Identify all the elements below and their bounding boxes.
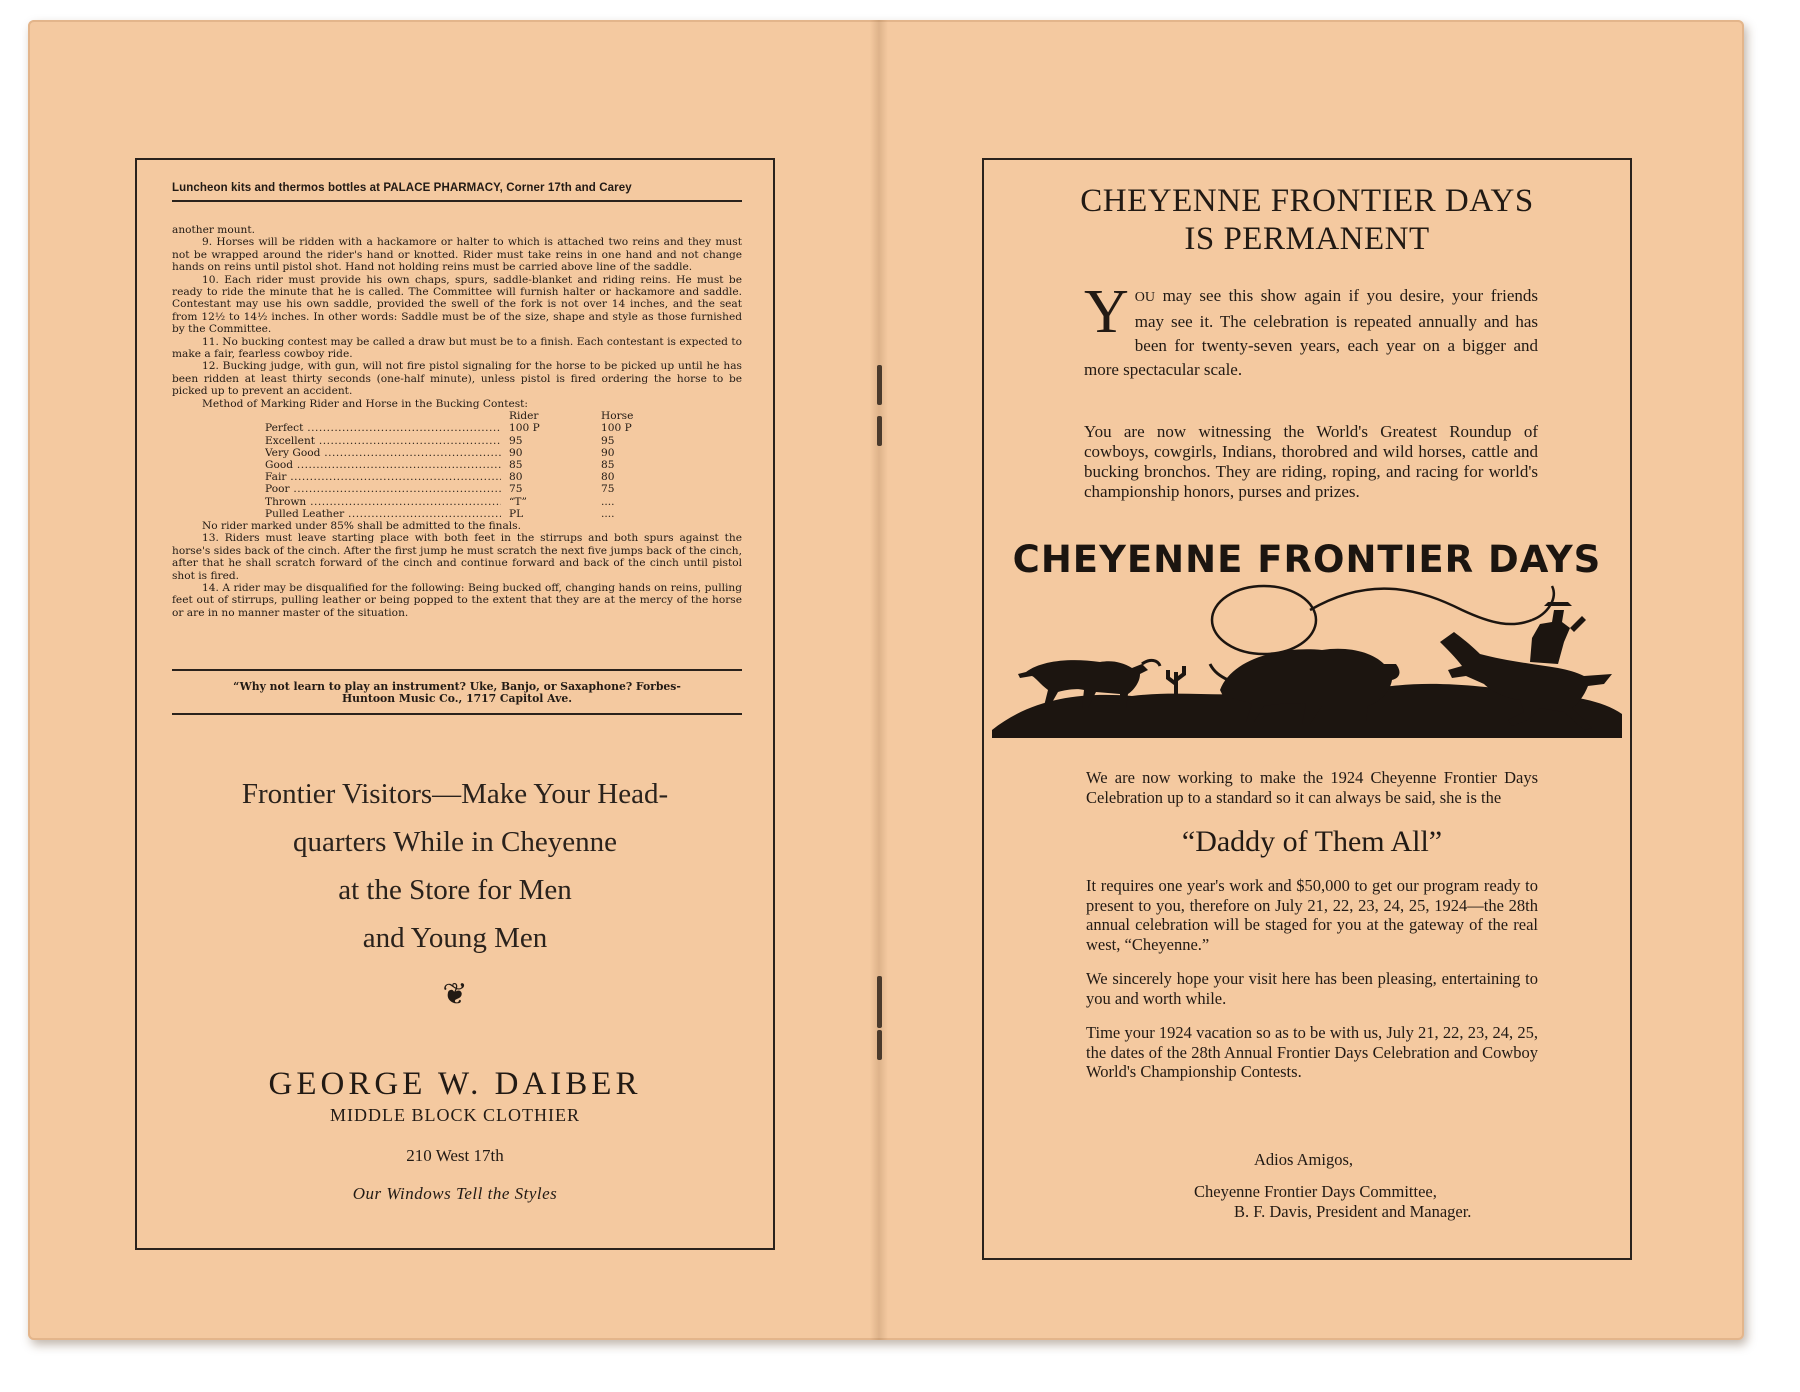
ad-headline-line: quarters While in Cheyenne	[293, 826, 617, 858]
horse-score: ....	[601, 507, 615, 520]
horse-score: 90	[601, 446, 615, 459]
staple	[877, 416, 882, 446]
signature-president: B. F. Davis, President and Manager.	[1234, 1202, 1472, 1221]
intro-text: may see this show again if you desire, your friends may see it. The celebration is repeated annually and has been for twenty-seven years, each year on a bigger and more spectacular scale.	[1084, 286, 1538, 379]
signature-committee: Cheyenne Frontier Days Committee,	[1194, 1182, 1437, 1201]
rule-11: 11. No bucking contest may be called a draw but must be to a finish. Each contestant is expected to make a fair, fearless cowboy ride.	[172, 335, 742, 361]
rider-score: 75	[509, 483, 523, 496]
intro-caps: OU	[1134, 290, 1156, 305]
marking-label: Thrown .....	[265, 496, 501, 508]
page-title	[984, 182, 1630, 258]
booklet-spine	[870, 20, 888, 1340]
marking-row	[265, 422, 665, 434]
marking-label: Fair .....	[265, 471, 501, 483]
rule-13: 13. Riders must leave starting place with both feet in the stirrups and both spurs against the horse's sides back of the cinch. After the first jump he must scratch the next five jumps back of the cinch, after that he shall scratch forward of the cinch and continue forward and back of the cinch until pistol shot is fired.	[172, 532, 742, 582]
horse-score: 85	[601, 458, 615, 471]
ad-headline-line: Frontier Visitors—Make Your Head-	[241, 778, 669, 810]
rider-score: PL	[509, 507, 524, 520]
cowboy-roping-steers-icon	[992, 580, 1622, 738]
body-paragraph: We sincerely hope your visit here has been pleasing, entertaining to you and worth while.	[1086, 969, 1538, 1008]
marking-label: Perfect .....	[265, 422, 501, 434]
rule-14: 14. A rider may be disqualified for the following: Being bucked off, changing hands on reins, pulling feet out of stirrups, pulling leather or being popped to the extent that they are at the mercy of the horse or are in no manner master of the situation.	[172, 581, 742, 619]
clothier-slogan: Our Windows Tell the Styles	[352, 1184, 558, 1203]
closing: Adios Amigos,	[1254, 1150, 1354, 1169]
music-ad-line: “Why not learn to play an instrument? Uke, Banjo, or Saxaphone? Forbes-	[233, 680, 681, 693]
rider-score: 80	[509, 471, 523, 484]
marking-label: Pulled Leather .....	[265, 508, 501, 520]
marking-row	[265, 508, 665, 520]
marking-row	[265, 435, 665, 447]
rider-score: 90	[509, 446, 523, 459]
left-page	[135, 158, 775, 1250]
horse-score: ....	[601, 495, 615, 508]
marking-row	[265, 483, 665, 495]
marking-row	[265, 496, 665, 508]
ad-headline-line: and Young Men	[362, 922, 548, 954]
intro-paragraph	[1084, 278, 1538, 382]
rider-score: “T”	[509, 495, 527, 508]
right-page	[982, 158, 1632, 1260]
body-paragraph: We are now working to make the 1924 Cheyenne Frontier Days Celebration up to a standard so it can always be said, she is the	[1086, 768, 1538, 807]
rule-12: 12. Bucking judge, with gun, will not fire pistol signaling for the horse to be picked up until he has been ridden at least thirty seconds (one-half minute), unless pistol is fired ordering the horse to be picked up to prevent an accident.	[172, 360, 742, 398]
banner-title: CHEYENNE FRONTIER DAYS	[1012, 538, 1602, 581]
signature-block	[1086, 1150, 1586, 1222]
staple	[877, 1030, 882, 1060]
music-ad-line: Huntoon Music Co., 1717 Capitol Ave.	[341, 692, 573, 705]
rider-score: 100 P	[509, 422, 540, 435]
rider-header: Rider	[509, 410, 539, 423]
marking-title: Method of Marking Rider and Horse in the Bucking Contest:	[202, 397, 528, 410]
marking-note: No rider marked under 85% shall be admitted to the finals.	[202, 519, 521, 532]
contest-rules	[172, 224, 742, 619]
staple	[877, 976, 882, 1028]
marking-row	[265, 459, 665, 471]
frontier-days-banner	[992, 538, 1622, 738]
marking-label: Poor .....	[265, 483, 501, 495]
drop-cap: Y	[1084, 278, 1129, 346]
body-paragraph: It requires one year's work and $50,000 to get our program ready to present to you, therefore on July 21, 22, 23, 24, 25, 1924—the 28th annual celebration will be staged for you at the gateway of the real west, “Cheyenne.”	[1086, 876, 1538, 954]
marking-table	[172, 398, 742, 533]
title-line: CHEYENNE FRONTIER DAYS	[1080, 183, 1534, 219]
body-paragraph: Time your 1924 vacation so as to be with us, July 21, 22, 23, 24, 25, the dates of the 28th Annual Frontier Days Celebration and Cowboy World's Championship Contests.	[1086, 1023, 1538, 1081]
rider-score: 85	[509, 458, 523, 471]
horse-score: 95	[601, 434, 615, 447]
horse-header: Horse	[601, 410, 634, 423]
ornament-icon: ❦	[442, 977, 468, 1012]
announcement-body	[1086, 768, 1538, 1097]
clothier-name: GEORGE W. DAIBER	[268, 1066, 642, 1102]
staple	[877, 365, 882, 405]
horse-score: 75	[601, 483, 615, 496]
horse-score: 80	[601, 471, 615, 484]
music-store-ad	[172, 669, 742, 715]
marking-row	[265, 471, 665, 483]
rule-10: 10. Each rider must provide his own chaps, spurs, saddle-blanket and riding reins. He must be ready to ride the minute that he is called. The Committee will furnish halter or hackamore and saddle. Contestant may use his own saddle, provided the swell of the fork is not over 14 inches, and the seat from 12½ to 14½ inches. In other words: Saddle must be of the size, shape and style as those furnished by the Committee.	[172, 273, 742, 336]
title-line: IS PERMANENT	[1184, 221, 1430, 257]
clothier-address: 210 West 17th	[406, 1146, 504, 1165]
clothier-subtitle: MIDDLE BLOCK CLOTHIER	[330, 1105, 580, 1125]
rider-score: 95	[509, 434, 523, 447]
clothier-ad	[137, 770, 773, 1204]
marking-header-row	[265, 410, 665, 422]
marking-label: Excellent .....	[265, 435, 501, 447]
ad-headline-line: at the Store for Men	[338, 874, 572, 906]
rule-text: another mount.	[172, 224, 255, 236]
horse-score: 100 P	[601, 422, 632, 435]
rule-9: 9. Horses will be ridden with a hackamore or halter to which is attached two reins and they must not be wrapped around the rider's hand or knotted. Rider must take reins in one hand and not change hands on reins until pistol shot. Hand not holding reins must be carried above line of the saddle.	[172, 236, 742, 274]
marking-label: Good .....	[265, 459, 501, 471]
marking-label: Very Good .....	[265, 447, 501, 459]
daddy-of-them-all: “Daddy of Them All”	[1181, 825, 1443, 858]
witness-paragraph: You are now witnessing the World's Greatest Roundup of cowboys, cowgirls, Indians, thorobred and wild horses, cattle and bucking bronchos. They are riding, roping, and racing for world's championship honors, purses and prizes.	[1084, 422, 1538, 501]
pharmacy-ad-header: Luncheon kits and thermos bottles at PALACE PHARMACY, Corner 17th and Carey	[172, 182, 742, 202]
marking-row	[265, 447, 665, 459]
